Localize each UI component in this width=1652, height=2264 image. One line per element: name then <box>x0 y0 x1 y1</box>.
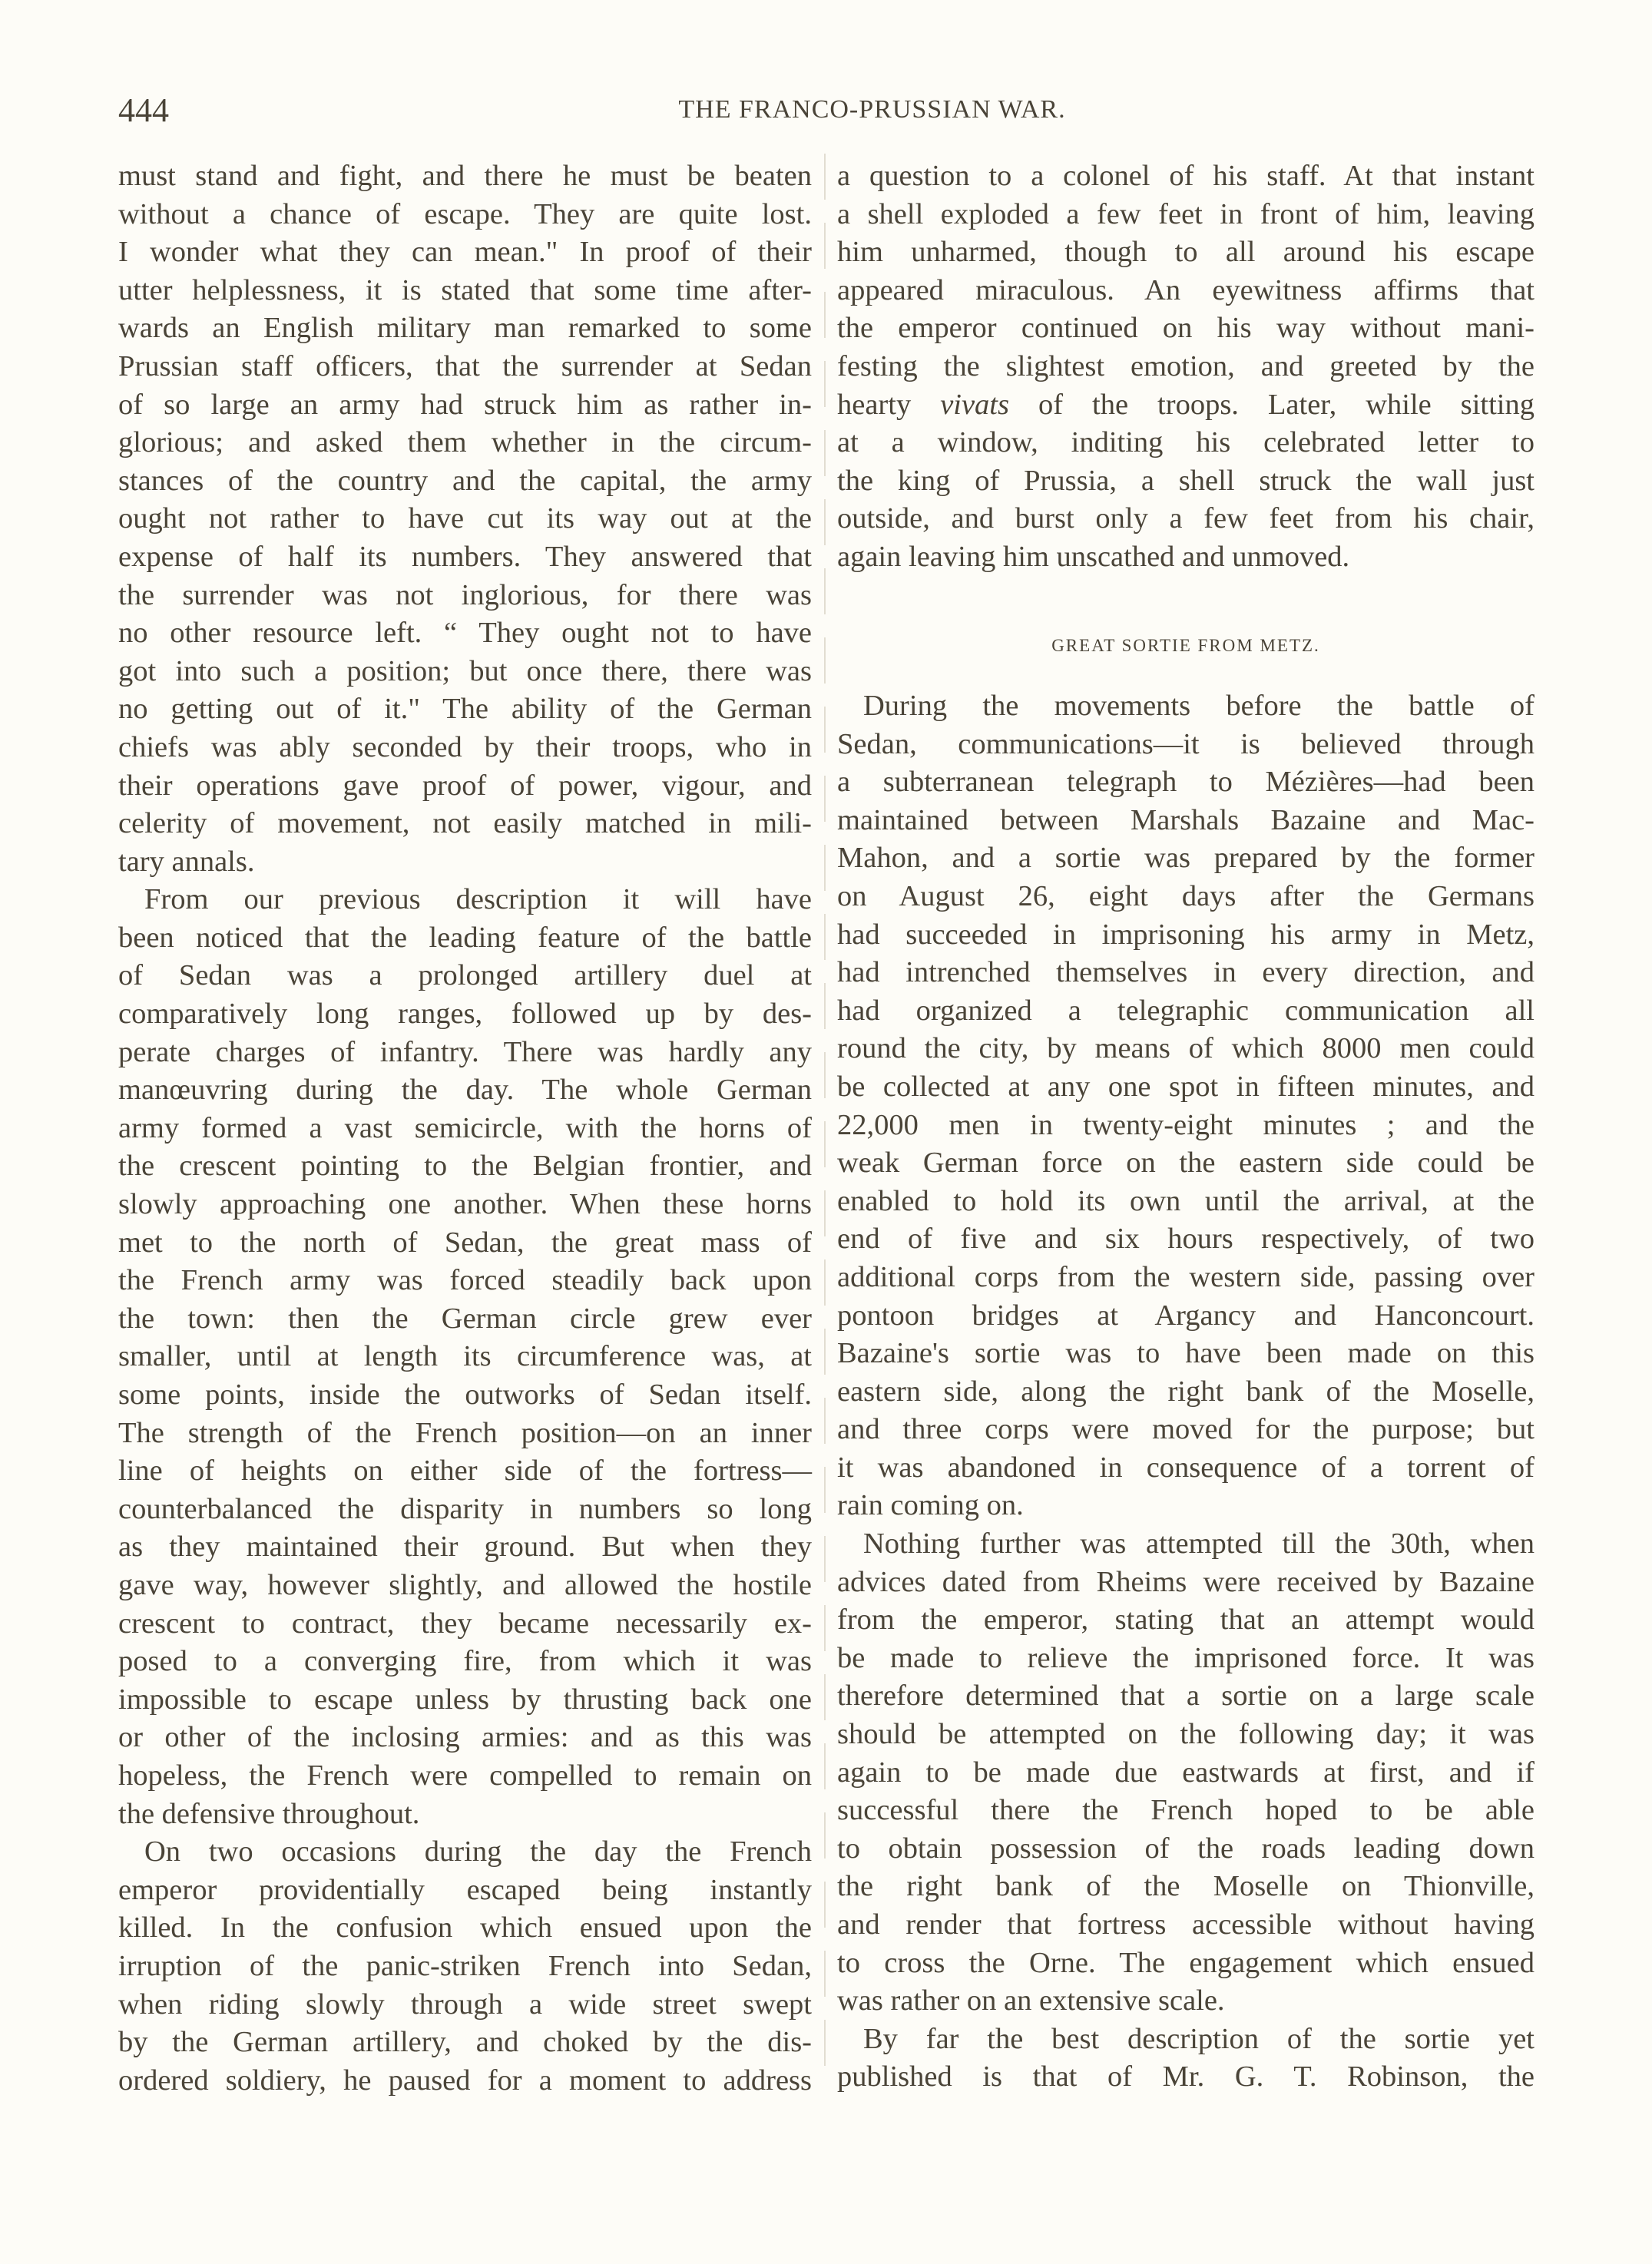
text-line: rain coming on. <box>837 1489 1024 1522</box>
text-line: perate charges of infantry. There was hardly any <box>118 1035 812 1068</box>
text-line: The strength of the French position—on an inner <box>118 1416 812 1449</box>
text-line: him unharmed, though to all around his escape <box>837 236 1534 269</box>
right-column-top <box>837 157 1534 577</box>
page-number: 444 <box>118 91 169 129</box>
text-line: by the German artillery, and choked by the dis- <box>118 2026 812 2059</box>
text-line: been noticed that the leading feature of the battle <box>118 921 812 954</box>
text-segment: of the troops. Later, while sitting <box>1009 388 1534 421</box>
text-line: met to the north of Sedan, the great mass of <box>118 1226 812 1259</box>
text-line: gave way, however slightly, and allowed the hostile <box>118 1568 812 1601</box>
text-line: to obtain possession of the roads leading down <box>837 1832 1534 1865</box>
text-line: as they maintained their ground. But when they <box>118 1531 812 1564</box>
text-line: some points, inside the outworks of Sedan itself. <box>118 1379 812 1411</box>
text-line: expense of half its numbers. They answered that <box>118 540 812 573</box>
text-line: enabled to hold its own until the arrival, at the <box>837 1184 1534 1217</box>
text-line: During the movements before the battle of <box>863 690 1534 722</box>
text-line: utter helplessness, it is stated that some time after- <box>118 273 812 306</box>
text-line: the town: then the German circle grew ever <box>118 1302 812 1335</box>
text-line: comparatively long ranges, followed up by des- <box>118 998 812 1031</box>
text-line: smaller, until at length its circumference was, at <box>118 1340 812 1373</box>
text-line: a question to a colonel of his staff. At that instant <box>837 160 1534 192</box>
text-line: the emperor continued on his way without mani- <box>837 312 1534 345</box>
text-line: appeared miraculous. An eyewitness affirms that <box>837 273 1534 306</box>
text-line: Prussian staff officers, that the surrender at Sedan <box>118 349 812 382</box>
text-line: therefore determined that a sortie on a large scale <box>837 1680 1534 1713</box>
text-line: successful there the French hoped to be able <box>837 1794 1534 1827</box>
text-line: a subterranean telegraph to Mézières—had been <box>837 766 1534 799</box>
text-line: killed. In the confusion which ensued upon the <box>118 1911 812 1945</box>
text-line: be collected at any one spot in fifteen minutes, and <box>837 1070 1534 1103</box>
text-line: the surrender was not inglorious, for there was <box>118 578 812 611</box>
text-line: eastern side, along the right bank of the Moselle, <box>837 1375 1534 1408</box>
text-line: I wonder what they can mean." In proof of their <box>118 236 812 269</box>
text-line: to cross the Orne. The engagement which ensued <box>837 1946 1534 1979</box>
italic-text: vivats <box>940 388 1009 421</box>
text-line: no other resource left. “ They ought not to have <box>118 617 812 650</box>
text-segment: hearty <box>837 388 941 421</box>
text-line: 22,000 men in twenty-eight minutes ; and the <box>837 1108 1534 1141</box>
text-line: had succeeded in imprisoning his army in Metz, <box>837 918 1534 951</box>
text-line: the defensive throughout. <box>118 1797 420 1830</box>
text-line: on August 26, eight days after the Germans <box>837 879 1534 912</box>
text-line: end of five and six hours respectively, of two <box>837 1223 1534 1256</box>
text-line: from the emperor, stating that an attempt would <box>837 1604 1534 1637</box>
text-line: weak German force on the eastern side could be <box>837 1147 1534 1180</box>
text-line: the king of Prussia, a shell struck the wall just <box>837 464 1534 497</box>
text-line: tary annals. <box>118 845 255 878</box>
text-line: and render that fortress accessible without having <box>837 1908 1534 1941</box>
text-line: it was abandoned in consequence of a torrent of <box>837 1451 1534 1484</box>
text-line: glorious; and asked them whether in the circum- <box>118 426 812 459</box>
text-line: ordered soldiery, he paused for a moment to address <box>118 2064 812 2097</box>
text-line: emperor providentially escaped being instantly <box>118 1873 812 1906</box>
text-line: chiefs was ably seconded by their troops, who in <box>118 730 812 763</box>
text-line: wards an English military man remarked to some <box>118 312 812 345</box>
text-line: a shell exploded a few feet in front of him, leaving <box>837 197 1534 230</box>
text-line: outside, and burst only a few feet from his chair, <box>837 502 1534 535</box>
text-line: the French army was forced steadily back upon <box>118 1264 812 1297</box>
text-line: On two occasions during the day the French <box>144 1835 812 1868</box>
text-line: published is that of Mr. G. T. Robinson, the <box>837 2060 1534 2094</box>
section-heading: GREAT SORTIE FROM METZ. <box>1051 636 1320 655</box>
text-line: Nothing further was attempted till the 30th, when <box>863 1528 1534 1561</box>
text-line: impossible to escape unless by thrusting back one <box>118 1683 812 1716</box>
text-line: By far the best description of the sortie yet <box>863 2022 1534 2055</box>
text-line: again leaving him unscathed and unmoved. <box>837 540 1350 573</box>
text-line: or other of the inclosing armies: and as this was <box>118 1721 812 1754</box>
text-line: had intrenched themselves in every direction, and <box>837 956 1534 989</box>
text-line: had organized a telegraphic communication all <box>837 994 1534 1027</box>
text-line: counterbalanced the disparity in numbers so long <box>118 1492 812 1525</box>
text-line: irruption of the panic-striken French into Sedan, <box>118 1949 812 1982</box>
text-line: the right bank of the Moselle on Thionville, <box>837 1870 1534 1903</box>
text-line: posed to a converging fire, from which it was <box>118 1645 812 1678</box>
text-line: maintained between Marshals Bazaine and Mac- <box>837 803 1534 836</box>
text-line: ought not rather to have cut its way out at the <box>118 502 812 535</box>
text-line: when riding slowly through a wide street swept <box>118 1988 812 2021</box>
text-line: be made to relieve the imprisoned force. It was <box>837 1641 1534 1674</box>
text-line: hopeless, the French were compelled to remain on <box>118 1759 812 1792</box>
text-line: got into such a position; but once there, there was <box>118 654 812 687</box>
text-line: line of heights on either side of the fortress— <box>118 1455 812 1488</box>
text-line: no getting out of it." The ability of the German <box>118 693 812 726</box>
text-line: festing the slightest emotion, and greeted by the <box>837 349 1534 382</box>
text-line: advices dated from Rheims were received by Bazaine <box>837 1565 1534 1598</box>
text-line: was rather on an extensive scale. <box>837 1984 1225 2017</box>
text-line: celerity of movement, not easily matched in mili- <box>118 807 812 840</box>
text-line: must stand and fight, and there he must be beaten <box>118 160 812 192</box>
text-line: additional corps from the western side, passing over <box>837 1260 1534 1293</box>
text-line: round the city, by means of which 8000 men could <box>837 1032 1534 1065</box>
text-line: army formed a vast semicircle, with the horns of <box>118 1111 812 1144</box>
text-line: pontoon bridges at Argancy and Hanconcourt. <box>837 1299 1534 1332</box>
text-line: should be attempted on the following day; it was <box>837 1718 1534 1751</box>
text-line: Bazaine's sortie was to have been made on this <box>837 1337 1534 1370</box>
text-line: Mahon, and a sortie was prepared by the former <box>837 842 1534 875</box>
text-line: and three corps were moved for the purpose; but <box>837 1413 1534 1446</box>
column-divider <box>824 154 826 2089</box>
text-line: stances of the country and the capital, the army <box>118 464 812 497</box>
left-column <box>118 157 812 2100</box>
text-line: Sedan, communications—it is believed through <box>837 727 1534 760</box>
text-line <box>837 386 1534 425</box>
running-title: THE FRANCO-PRUSSIAN WAR. <box>678 95 1066 124</box>
text-line: crescent to contract, they became necessarily ex- <box>118 1607 812 1640</box>
text-line: their operations gave proof of power, vigour, and <box>118 769 812 802</box>
text-line: manœuvring during the day. The whole German <box>118 1074 812 1107</box>
right-column-bottom <box>837 687 1534 2097</box>
text-line: again to be made due eastwards at first, and if <box>837 1756 1534 1789</box>
text-line: the crescent pointing to the Belgian frontier, and <box>118 1150 812 1183</box>
text-line: of so large an army had struck him as rather in- <box>118 388 812 421</box>
text-line: without a chance of escape. They are quite lost. <box>118 197 812 230</box>
text-line: of Sedan was a prolonged artillery duel at <box>118 959 812 992</box>
text-line: slowly approaching one another. When these horns <box>118 1188 812 1221</box>
text-line: at a window, inditing his celebrated letter to <box>837 426 1534 459</box>
text-line: From our previous description it will have <box>144 883 812 916</box>
